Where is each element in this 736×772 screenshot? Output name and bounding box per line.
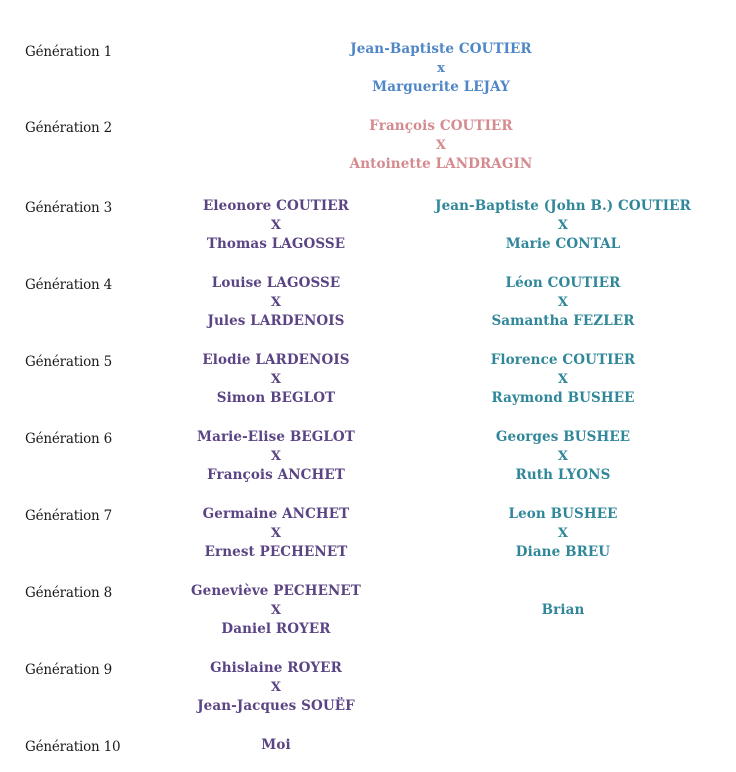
couple-gen2	[350, 117, 533, 174]
marriage-separator: X	[435, 138, 447, 153]
person-name: Thomas LAGOSSE	[206, 236, 346, 252]
person-name: Jean-Jacques SOUËF	[197, 698, 355, 714]
marriage-separator: X	[557, 295, 569, 310]
person-name: Marie-Elise BEGLOT	[197, 429, 355, 445]
person-name: Geneviève PECHENET	[191, 583, 361, 599]
marriage-separator: x	[437, 61, 445, 76]
right-couple-gen6	[496, 428, 630, 485]
person-name: Georges BUSHEE	[495, 429, 631, 445]
person-name: Samantha FEZLER	[491, 313, 635, 329]
generation-label-1: Génération 1	[25, 44, 113, 60]
person-name: François ANCHET	[207, 467, 345, 483]
person-name: Ruth LYONS	[515, 467, 611, 483]
right-couple-gen5	[491, 351, 636, 408]
marriage-separator: X	[270, 526, 282, 541]
marriage-separator: X	[270, 372, 282, 387]
person-name: Simon BEGLOT	[216, 390, 336, 406]
generation-label-4: Génération 4	[25, 277, 113, 293]
right-couple-gen4	[491, 274, 634, 331]
person-name: Antoinette LANDRAGIN	[349, 156, 533, 172]
generation-label-3: Génération 3	[25, 200, 113, 216]
marriage-separator: X	[270, 218, 282, 233]
right-couple-gen7	[509, 505, 618, 562]
left-couple-gen6	[197, 428, 355, 485]
left-couple-gen8	[191, 582, 361, 639]
generation-label-10: Génération 10	[25, 739, 121, 755]
person-name: François COUTIER	[369, 118, 513, 134]
left-couple-gen3	[203, 197, 349, 254]
generation-label-7: Génération 7	[25, 508, 113, 524]
marriage-separator: X	[557, 372, 569, 387]
person-name: Jules LARDENOIS	[207, 313, 345, 329]
left-couple-gen4	[207, 274, 344, 331]
person-name: Elodie LARDENOIS	[202, 352, 350, 368]
marriage-separator: X	[270, 449, 282, 464]
person-name: Léon COUTIER	[505, 275, 621, 291]
marriage-separator: X	[557, 218, 569, 233]
generation-label-6: Génération 6	[25, 431, 113, 447]
person-name: Florence COUTIER	[490, 352, 636, 368]
person-name: Germaine ANCHET	[202, 506, 350, 522]
person-name: Eleonore COUTIER	[203, 198, 349, 214]
person-name: Ernest PECHENET	[204, 544, 348, 560]
left-couple-gen9	[197, 659, 355, 716]
generation-label-2: Génération 2	[25, 120, 113, 136]
right-couple-gen3	[435, 197, 691, 254]
marriage-separator: X	[270, 295, 282, 310]
couple-gen1	[350, 40, 531, 97]
person-name: Marguerite LEJAY	[372, 79, 510, 95]
left-couple-gen7	[203, 505, 350, 562]
person-name: Leon BUSHEE	[508, 506, 618, 522]
person-name: Louise LAGOSSE	[211, 275, 341, 291]
person-name: Marie CONTAL	[505, 236, 621, 252]
person-name: Raymond BUSHEE	[491, 390, 635, 406]
generation-label-5: Génération 5	[25, 354, 113, 370]
person-name: Diane BREU	[515, 544, 611, 560]
person-name: Moi	[261, 737, 291, 753]
person-name: Jean-Baptiste COUTIER	[350, 41, 532, 57]
generation-label-9: Génération 9	[25, 662, 113, 678]
marriage-separator: X	[557, 449, 569, 464]
person-name: Brian	[541, 602, 585, 618]
marriage-separator: X	[557, 526, 569, 541]
person-name: Ghislaine ROYER	[210, 660, 342, 676]
person-name: Jean-Baptiste (John B.) COUTIER	[435, 198, 691, 214]
marriage-separator: X	[270, 603, 282, 618]
left-person-gen10	[261, 736, 290, 755]
generation-label-8: Génération 8	[25, 585, 113, 601]
left-couple-gen5	[202, 351, 349, 408]
right-person-gen8	[542, 601, 585, 620]
person-name: Daniel ROYER	[221, 621, 331, 637]
marriage-separator: X	[270, 680, 282, 695]
